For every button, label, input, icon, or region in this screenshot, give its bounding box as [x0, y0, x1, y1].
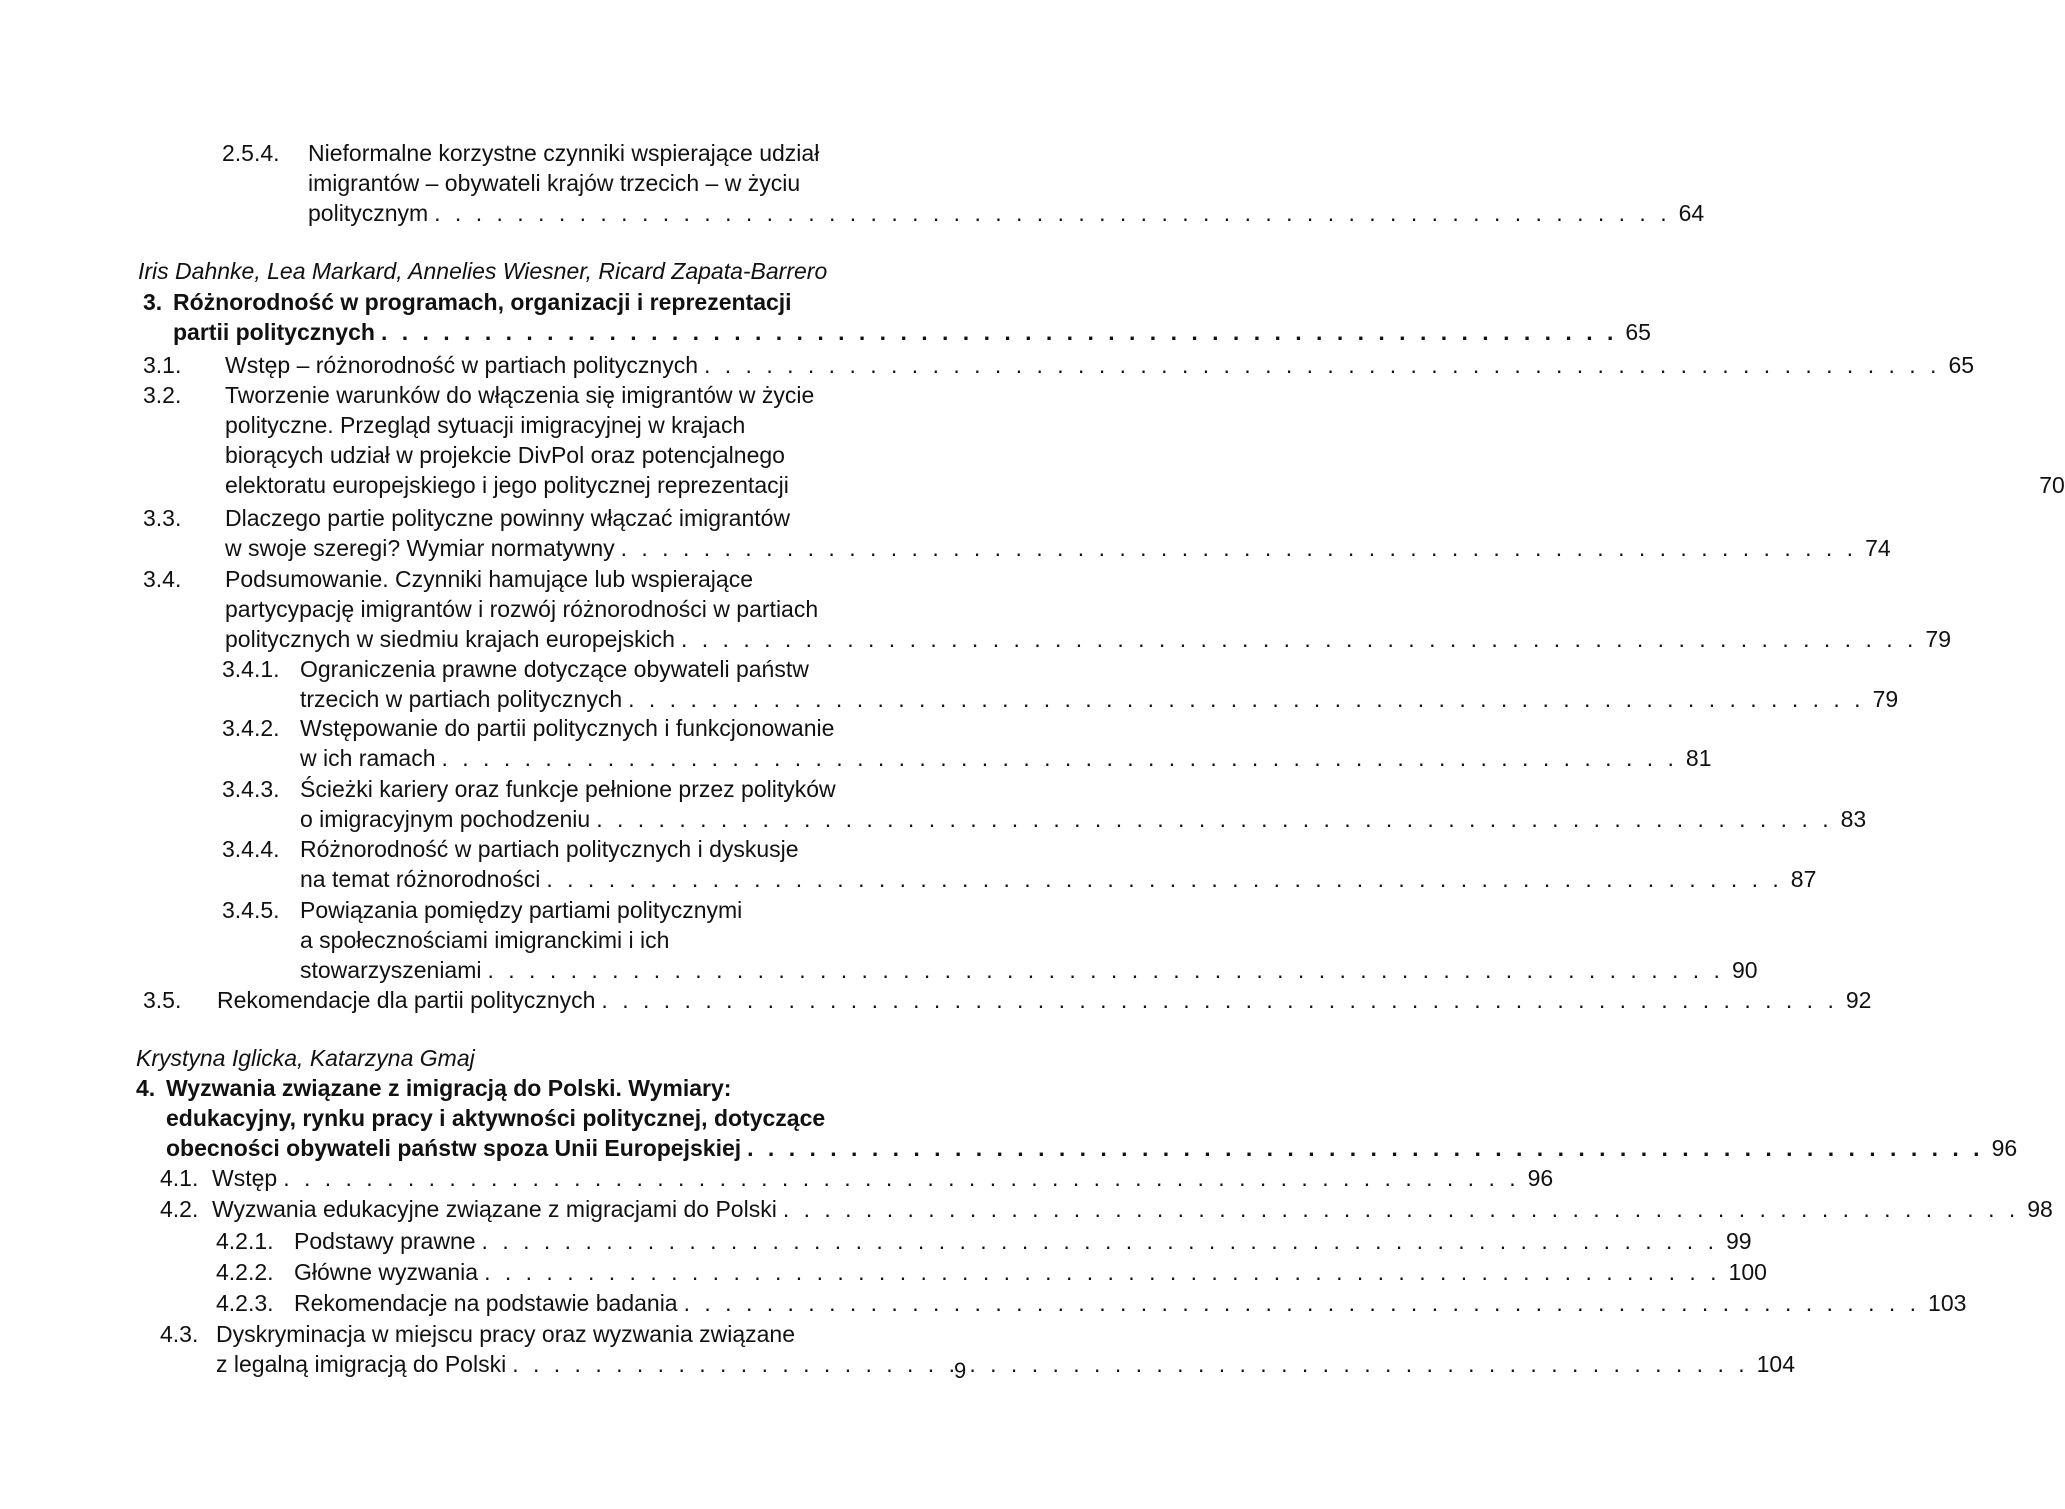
- toc-entry-3-4-4: [222, 834, 1817, 894]
- leader-dots: [482, 1226, 1718, 1256]
- toc-entry-title-last: stowarzyszeniami: [300, 957, 482, 983]
- toc-entry-title-line: Różnorodność w programach, organizacji i reprezentacji: [173, 289, 792, 315]
- toc-entry-3-2: [143, 380, 2065, 500]
- toc-entry-4-2-1: [216, 1226, 1752, 1256]
- leader-dots: [283, 1163, 1519, 1193]
- toc-entry-title-last: trzecich w partiach politycznych: [300, 686, 623, 712]
- toc-entry-title-line: Dyskryminacja w miejscu pracy oraz wyzwania związane: [216, 1321, 796, 1347]
- toc-page-number: 104: [1756, 1351, 1796, 1377]
- leader-dots: [628, 684, 1864, 714]
- toc-entry-title-last: Wstęp: [212, 1165, 278, 1191]
- leader-dots: [601, 985, 1837, 1015]
- toc-entry-3-4-2: [222, 713, 1712, 773]
- toc-entry-number: 4.2.2.: [216, 1259, 274, 1285]
- toc-page-number: 79: [1872, 686, 1899, 712]
- toc-entry-title-last: partii politycznych: [173, 319, 375, 345]
- toc-page-number: 100: [1728, 1259, 1767, 1285]
- toc-entry-title-line: biorących udział w projekcie DivPol oraz potencjalnego: [225, 442, 785, 468]
- toc-entry-title-last: na temat różnorodności: [300, 866, 541, 892]
- toc-page-number: 83: [1840, 806, 1867, 832]
- leader-dots: [783, 1194, 2019, 1224]
- toc-entry-title-line: Powiązania pomiędzy partiami politycznymi: [300, 897, 743, 923]
- leader-dots: [621, 533, 1857, 563]
- toc-entry-number: 2.5.4.: [222, 140, 280, 166]
- toc-entry-title-last: Wyzwania edukacyjne związane z migracjami do Polski: [212, 1196, 777, 1222]
- toc-entry-title-last: Wstęp – różnorodność w partiach politycznych: [225, 352, 698, 378]
- toc-entry-3-4-5: [222, 895, 1758, 985]
- toc-entry-4-1: [160, 1163, 1554, 1193]
- toc-page-number: 65: [1948, 352, 1975, 378]
- toc-entry-title-line: Podsumowanie. Czynniki hamujące lub wspierające: [225, 566, 753, 592]
- toc-entry-title-line: Tworzenie warunków do włączenia się imigrantów w życie: [225, 382, 815, 408]
- toc-entry-title-last: politycznym: [308, 200, 429, 226]
- leader-dots: [681, 624, 1917, 654]
- toc-entry-title-line: Dlaczego partie polityczne powinny włączać imigrantów: [225, 505, 791, 531]
- toc-entry-title-last: o imigracyjnym pochodzeniu: [300, 806, 591, 832]
- toc-entry-title-last: obecności obywateli państw spoza Unii Europejskiej: [166, 1135, 742, 1161]
- page-number: 9: [954, 1358, 967, 1383]
- toc-entry-title-line: Nieformalne korzystne czynniki wspierające udział: [308, 140, 820, 166]
- toc-entry-3-3: [143, 503, 1891, 563]
- toc-page-number: 103: [1928, 1290, 1967, 1316]
- toc-entry-title-last: politycznych w siedmiu krajach europejskich: [225, 626, 675, 652]
- toc-entry-number: 3.3.: [143, 505, 182, 531]
- toc-entry-3-5: [143, 985, 1872, 1015]
- toc-entry-number: 3.4.2.: [222, 715, 280, 741]
- toc-entry-number: 4.2.3.: [216, 1290, 274, 1316]
- toc-entry-title-line: Ścieżki kariery oraz funkcje pełnione przez polityków: [300, 776, 836, 802]
- toc-page-number: 81: [1685, 745, 1712, 771]
- toc-entry-number: 3.: [143, 289, 163, 315]
- leader-dots: [381, 317, 1617, 347]
- toc-entry-title-last: Podstawy prawne: [294, 1228, 476, 1254]
- toc-entry-title-last: elektoratu europejskiego i jego politycznej reprezentacji: [225, 472, 789, 498]
- toc-entry-number: 4.3.: [160, 1321, 199, 1347]
- toc-entry-title-line: Wyzwania związane z imigracją do Polski. Wymiary:: [166, 1075, 732, 1101]
- toc-entry-4-2-3: [216, 1288, 1967, 1318]
- toc-entry-4-2: [160, 1194, 2053, 1224]
- toc-entry-number: 3.4.: [143, 566, 182, 592]
- toc-page-number: 70: [2039, 472, 2065, 498]
- toc-chapter-3: [143, 287, 1651, 347]
- toc-entry-number: 3.2.: [143, 382, 182, 408]
- toc-entry-title-line: edukacyjny, rynku pracy i aktywności politycznej, dotyczące: [166, 1105, 826, 1131]
- toc-entry-number: 4.2.: [160, 1196, 199, 1222]
- leader-dots: [704, 350, 1940, 380]
- toc-entry-number: 3.1.: [143, 352, 182, 378]
- toc-entry-title-last: Rekomendacje dla partii politycznych: [217, 987, 596, 1013]
- leader-dots: [684, 1288, 1920, 1318]
- toc-entry-title-line: Ograniczenia prawne dotyczące obywateli państw: [300, 656, 809, 682]
- toc-entry-title-last: Główne wyzwania: [294, 1259, 479, 1285]
- toc-entry-2-5-4: [222, 138, 1705, 228]
- chapter-authors: Iris Dahnke, Lea Markard, Annelies Wiesner, Ricard Zapata-Barrero: [138, 258, 828, 284]
- toc-entry-3-4: [143, 564, 1952, 654]
- toc-entry-title-last: Rekomendacje na podstawie badania: [294, 1290, 678, 1316]
- chapter-authors: Krystyna Iglicka, Katarzyna Gmaj: [136, 1045, 475, 1071]
- toc-entry-3-4-3: [222, 774, 1867, 834]
- toc-entry-title-line: a społecznościami imigranckimi i ich: [300, 927, 670, 953]
- toc-entry-number: 3.4.1.: [222, 656, 280, 682]
- leader-dots: [441, 743, 1677, 773]
- toc-entry-title-line: imigrantów – obywateli krajów trzecich – w życiu: [308, 170, 801, 196]
- toc-page-number: 90: [1731, 957, 1758, 983]
- toc-entry-4-2-2: [216, 1257, 1767, 1287]
- leader-dots: [484, 1257, 1720, 1287]
- leader-dots: [596, 804, 1832, 834]
- toc-page-number: 92: [1845, 987, 1872, 1013]
- toc-page-number: 98: [2027, 1196, 2053, 1222]
- toc-page-number: 96: [1527, 1165, 1554, 1191]
- leader-dots: [747, 1133, 1983, 1163]
- toc-entry-number: 3.4.3.: [222, 776, 280, 802]
- toc-entry-title-line: partycypację imigrantów i rozwój różnorodności w partiach: [225, 596, 819, 622]
- toc-entry-title-last: z legalną imigracją do Polski: [216, 1351, 507, 1377]
- toc-page-number: 96: [1991, 1135, 2018, 1161]
- toc-entry-title-line: Wstępowanie do partii politycznych i funkcjonowanie: [300, 715, 835, 741]
- toc-entry-4-3: [160, 1319, 1796, 1379]
- toc-page-number: 74: [1865, 535, 1891, 561]
- toc-entry-number: 4.2.1.: [216, 1228, 274, 1254]
- toc-page-number: 65: [1625, 319, 1651, 345]
- leader-dots: [488, 955, 1724, 985]
- toc-page-number: 79: [1925, 626, 1952, 652]
- toc-page-number: 99: [1725, 1228, 1752, 1254]
- toc-page-number: 64: [1678, 200, 1705, 226]
- leader-dots: [512, 1349, 1748, 1379]
- toc-entry-number: 4.: [136, 1075, 156, 1101]
- toc-entry-number: 3.4.5.: [222, 897, 280, 923]
- leader-dots: [434, 198, 1670, 228]
- toc-entry-number: 3.4.4.: [222, 836, 280, 862]
- toc-entry-title-last: w swoje szeregi? Wymiar normatywny: [225, 535, 615, 561]
- toc-entry-3-1: [143, 350, 1975, 380]
- toc-entry-number: 4.1.: [160, 1165, 199, 1191]
- leader-dots: [546, 864, 1782, 894]
- toc-chapter-4: [136, 1073, 2018, 1163]
- toc-entry-number: 3.5.: [143, 987, 182, 1013]
- toc-entry-title-last: w ich ramach: [300, 745, 436, 771]
- toc-entry-3-4-1: [222, 654, 1899, 714]
- toc-entry-title-line: polityczne. Przegląd sytuacji imigracyjnej w krajach: [225, 412, 746, 438]
- toc-page-number: 87: [1790, 866, 1817, 892]
- toc-entry-title-line: Różnorodność w partiach politycznych i dyskusje: [300, 836, 799, 862]
